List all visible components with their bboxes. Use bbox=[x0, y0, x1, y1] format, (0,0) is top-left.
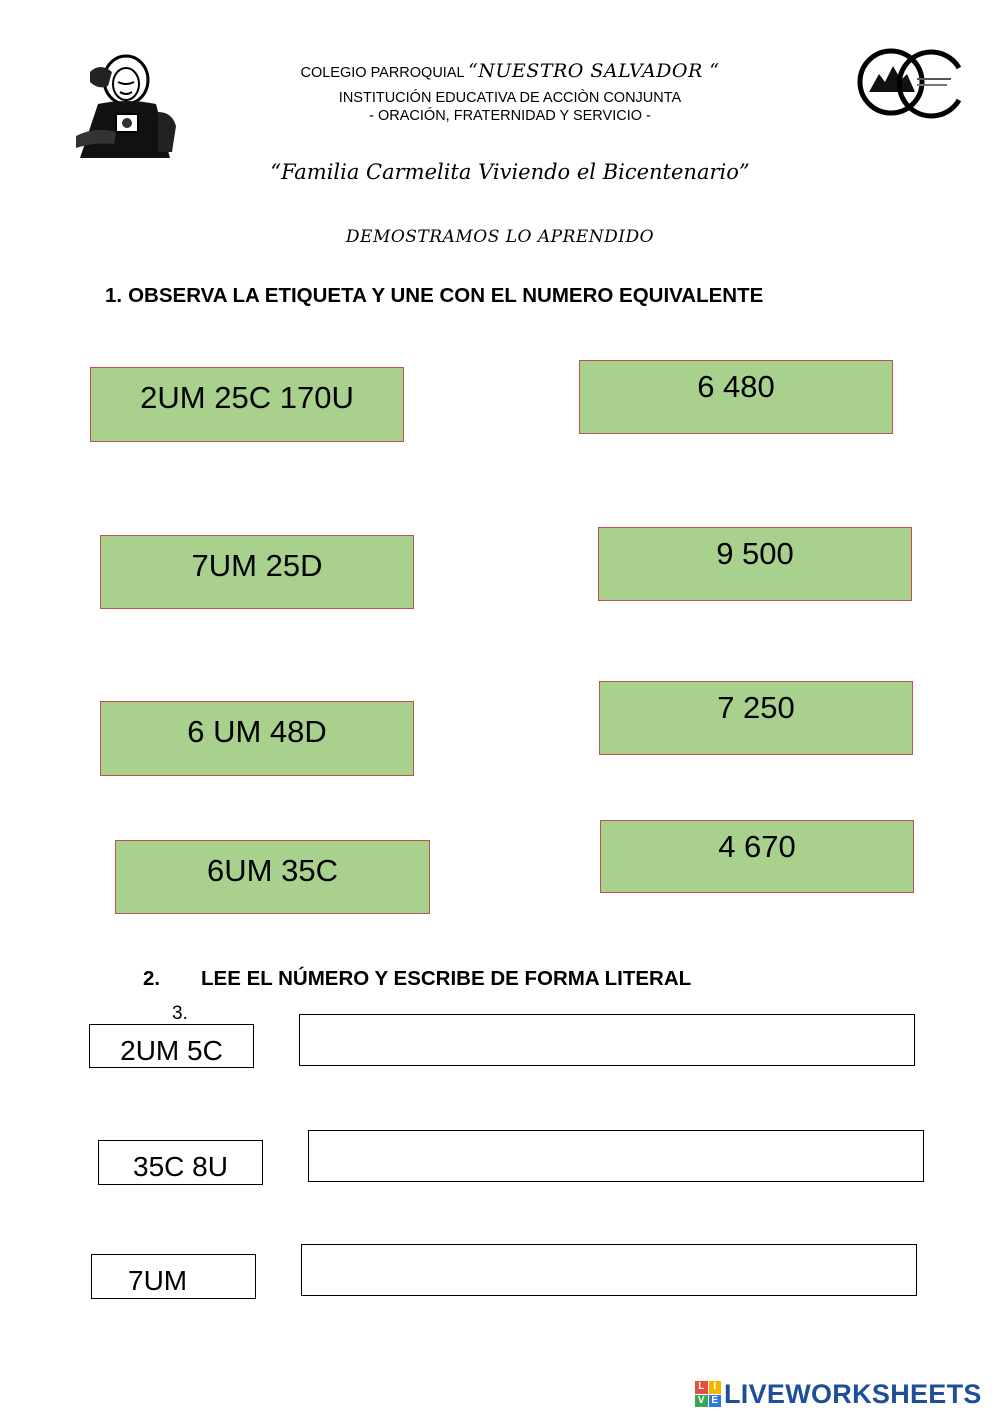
stray-number: 3. bbox=[172, 1003, 188, 1024]
liveworksheets-logo-icon: L I V E bbox=[695, 1381, 721, 1407]
question-2 bbox=[143, 967, 691, 991]
number-card-1[interactable]: 6 480 bbox=[579, 360, 893, 434]
motto: “Familia Carmelita Viviendo el Bicentenario” bbox=[270, 160, 750, 184]
number-card-2[interactable]: 9 500 bbox=[598, 527, 912, 601]
label-card-4[interactable]: 6UM 35C bbox=[115, 840, 430, 914]
question-2-text: LEE EL NÚMERO Y ESCRIBE DE FORMA LITERAL bbox=[201, 967, 692, 990]
school-name: “NUESTRO SALVADOR “ bbox=[468, 60, 720, 82]
question-1-number: 1. bbox=[105, 284, 123, 307]
saint-portrait-logo-icon bbox=[68, 52, 186, 160]
question-1 bbox=[105, 284, 763, 308]
number-label-2: 35C 8U bbox=[98, 1140, 263, 1185]
liveworksheets-wordmark: LIVEWORKSHEETS bbox=[724, 1378, 982, 1409]
liveworksheets-brand[interactable] bbox=[695, 1377, 982, 1411]
number-label-3: 7UM bbox=[91, 1254, 256, 1299]
institution-line: INSTITUCIÓN EDUCATIVA DE ACCIÒN CONJUNTA bbox=[338, 90, 682, 106]
values-line: - ORACIÓN, FRATERNIDAD Y SERVICIO - bbox=[369, 108, 651, 124]
worksheet-subtitle: DEMOSTRAMOS LO APRENDIDO bbox=[345, 227, 655, 247]
label-card-3[interactable]: 6 UM 48D bbox=[100, 701, 414, 776]
school-prefix: COLEGIO PARROQUIAL bbox=[300, 65, 465, 81]
number-card-4[interactable]: 4 670 bbox=[600, 820, 914, 893]
question-2-number: 2. bbox=[143, 967, 161, 990]
question-1-text: OBSERVA LA ETIQUETA Y UNE CON EL NUMERO EQUIVALENTE bbox=[128, 284, 764, 307]
answer-box-3[interactable] bbox=[301, 1244, 917, 1296]
answer-box-2[interactable] bbox=[308, 1130, 924, 1182]
school-title bbox=[200, 60, 820, 82]
label-card-2[interactable]: 7UM 25D bbox=[100, 535, 414, 609]
answer-box-1[interactable] bbox=[299, 1014, 915, 1066]
school-crest-logo-icon bbox=[855, 48, 963, 120]
label-card-1[interactable]: 2UM 25C 170U bbox=[90, 367, 404, 442]
number-card-3[interactable]: 7 250 bbox=[599, 681, 913, 755]
number-label-1: 2UM 5C bbox=[89, 1024, 254, 1068]
